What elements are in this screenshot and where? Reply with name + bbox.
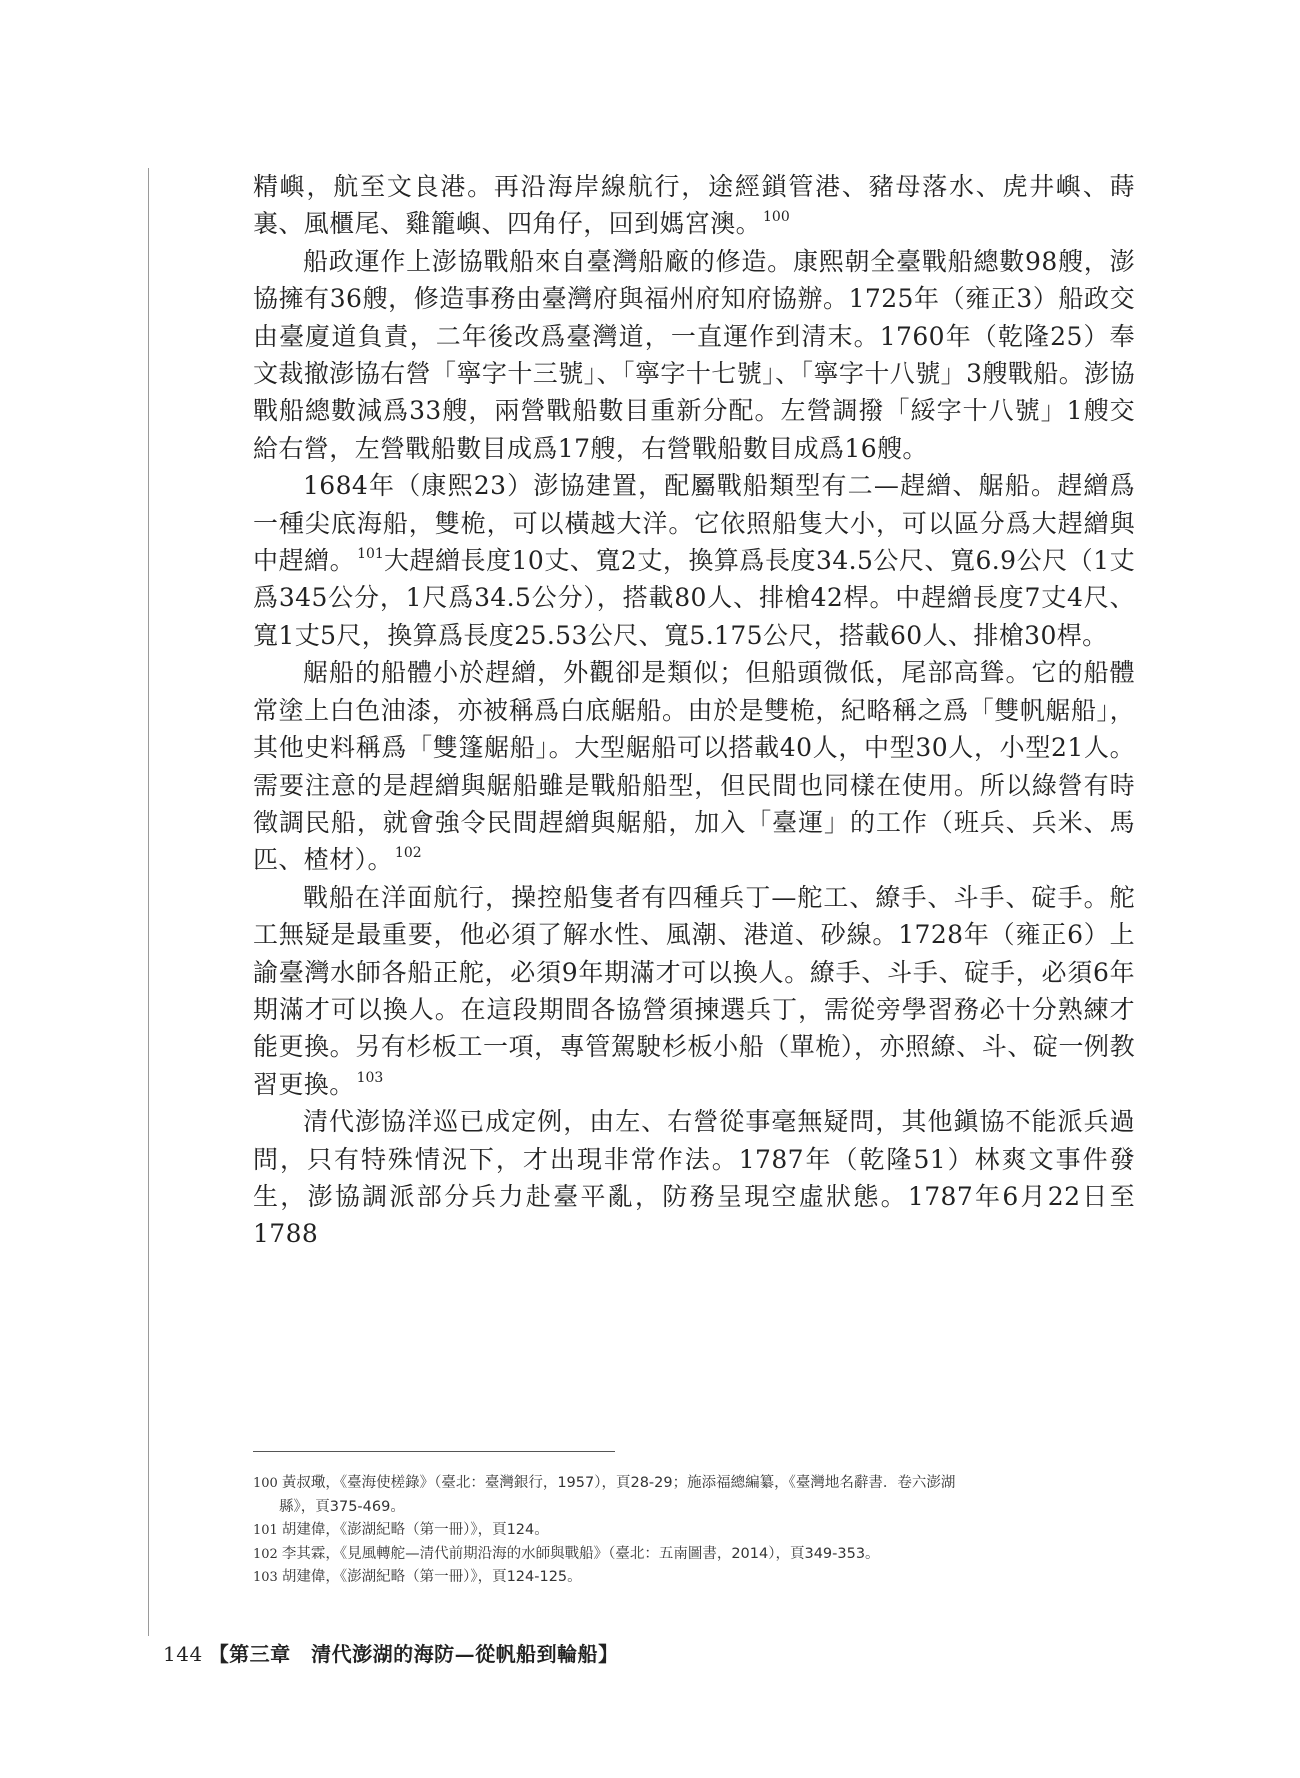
body-text — [253, 168, 1135, 1253]
page-number: 144 — [163, 1642, 203, 1666]
footnote-ref-103[interactable]: 103 — [356, 1069, 384, 1086]
footnote-text: 黃叔璥，《臺海使槎錄》（臺北：臺灣銀行，1957），頁28-29；施添福總編纂，《臺灣地名辭書．卷六澎湖 — [281, 1475, 956, 1491]
footnote-101 — [253, 1519, 1135, 1543]
footnote-text-continued: 縣》，頁375-469。 — [279, 1498, 405, 1515]
footnote-number: 102 — [253, 1546, 278, 1562]
paragraph-2: 船政運作上澎協戰船來自臺灣船廠的修造。康熙朝全臺戰船總數98艘，澎協擁有36艘，修造事務由臺灣府與福州府知府協辦。1725年（雍正3）船政交由臺廈道負責，二年後改爲臺灣道，一直運作到清末。1760年（乾隆25）奉文裁撤澎協右營「寧字十三號」、「寧字十七號」、「寧字十八號」3艘戰船。澎協戰船總數減爲33艘，兩營戰船數目重新分配。左營調撥「綏字十八號」1艘交給右營，左營戰船數目成爲17艘，右營戰船數目成爲16艘。 — [253, 246, 1135, 463]
footnote-text: 胡建偉，《澎湖紀略（第一冊）》，頁124。 — [281, 1522, 549, 1538]
page-footer — [163, 1638, 619, 1667]
footnote-100 — [253, 1472, 1135, 1519]
footnote-text: 李其霖，《見風轉舵—清代前期沿海的水師與戰船》（臺北：五南圖書，2014），頁349-353。 — [281, 1545, 880, 1562]
paragraph-4: 艍船的船體小於趕繒，外觀卻是類似；但船頭微低，尾部高聳。它的船體常塗上白色油漆，亦被稱爲白底艍船。由於是雙桅，紀略稱之爲「雙帆艍船」，其他史料稱爲「雙篷艍船」。大型艍船可以搭載40人，中型30人，小型21人。需要注意的是趕繒與艍船雖是戰船船型，但民間也同樣在使用。所以綠營有時徵調民船，就會強令民間趕繒與艍船，加入「臺運」的工作（班兵、兵米、馬匹、楂材）。 $^{102}$ — [253, 658, 1135, 875]
footnote-number: 103 — [253, 1570, 278, 1585]
running-title: 【第三章 清代澎湖的海防—從帆船到輪船】 — [208, 1642, 619, 1666]
footnotes — [253, 1472, 1135, 1590]
footnote-103 — [253, 1566, 1135, 1590]
footnote-number: 100 — [253, 1476, 278, 1491]
footnote-ref-102[interactable]: 102 — [394, 845, 422, 862]
footnote-102 — [253, 1543, 1135, 1567]
footnote-ref-100[interactable]: 100 — [763, 209, 790, 226]
paragraph-1: 精嶼，航至文良港。再沿海岸線航行，途經鎖管港、豬母落水、虎井嶼、蒔裏、風櫃尾、雞籠嶼、四角仔，回到媽宮澳。 $^{100}$ — [253, 172, 1135, 239]
footnote-text: 胡建偉，《澎湖紀略（第一冊）》，頁124-125。 — [281, 1569, 582, 1585]
paragraph-6: 清代澎協洋巡已成定例，由左、右營從事毫無疑問，其他鎭協不能派兵過問，只有特殊情況下，才出現非常作法。1787年（乾隆51）林爽文事件發生，澎協調派部分兵力赴臺平亂，防務呈現空虛狀態。1787年6月22日至1788 — [253, 1107, 1135, 1249]
paragraph-3: 1684年（康熙23）澎協建置，配屬戰船類型有二—趕繒、艍船。趕繒爲一種尖底海船，雙桅，可以橫越大洋。它依照船隻大小，可以區分爲大趕繒與中趕繒。 $^{101}$大趕繒長度10丈、寬2丈，換算爲長度34.5公尺、寬6.9公尺（1丈爲345公分，1尺爲34.5公分），搭載80人、排槍42桿。中趕繒長度7丈4尺、寬1丈5尺，換算爲長度25.53公尺、寬5.175公尺，搭載60人、排槍30桿。 — [253, 471, 1135, 650]
footnote-number: 101 — [253, 1523, 278, 1538]
footnote-ref-101[interactable]: 101 — [357, 546, 384, 563]
margin-rule — [148, 168, 149, 1636]
paragraph-5: 戰船在洋面航行，操控船隻者有四種兵丁—舵工、繚手、斗手、碇手。舵工無疑是最重要，他必須了解水性、風潮、港道、砂線。1728年（雍正6）上諭臺灣水師各船正舵，必須9年期滿才可以換人。繚手、斗手、碇手，必須6年期滿才可以換人。在這段期間各協營須揀選兵丁，需從旁學習務必十分熟練才能更換。另有杉板工一項，專管駕駛杉板小船（單桅），亦照繚、斗、碇一例教習更換。 $^{103}$ — [253, 882, 1135, 1099]
footnote-divider — [253, 1451, 615, 1452]
